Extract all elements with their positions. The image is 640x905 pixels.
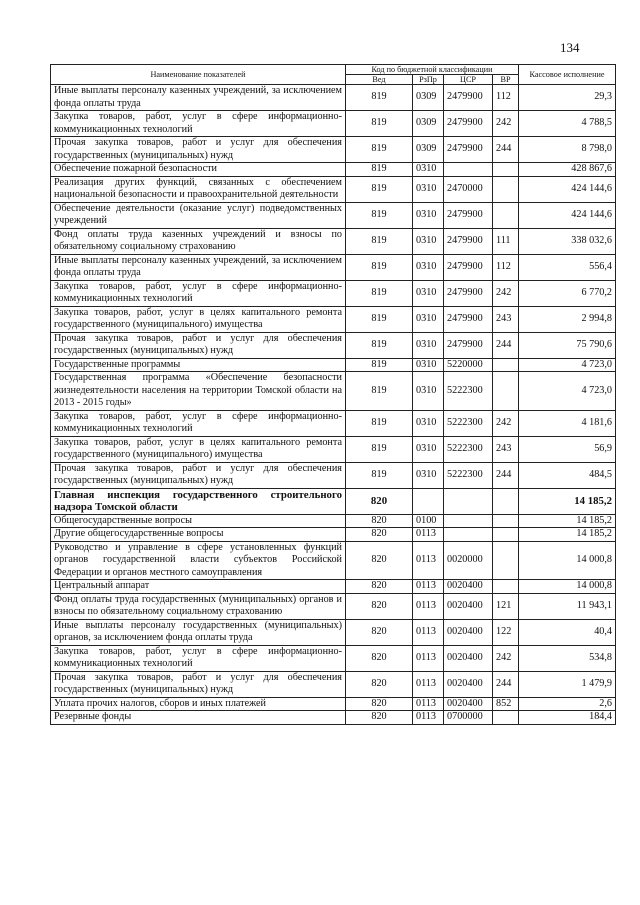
cell-rzpr: 0310 [413,228,444,254]
cell-sum: 428 867,6 [519,163,616,177]
cell-ved: 820 [346,580,413,594]
cell-csr: 2470000 [444,176,493,202]
cell-csr: 2479900 [444,202,493,228]
cell-ved: 819 [346,254,413,280]
table-row [51,163,616,177]
cell-rzpr: 0310 [413,358,444,372]
cell-rzpr: 0309 [413,111,444,137]
cell-ved: 820 [346,541,413,580]
cell-vr: 242 [493,280,519,306]
table-row [51,645,616,671]
table-row [51,541,616,580]
table-row [51,462,616,488]
table-row [51,306,616,332]
cell-csr: 2479900 [444,332,493,358]
table-row [51,358,616,372]
cell-sum: 11 943,1 [519,593,616,619]
cell-rzpr: 0113 [413,580,444,594]
cell-vr [493,372,519,411]
cell-name: Фонд оплаты труда казенных учреждений и взносы по обязательному социальному страхованию [51,228,346,254]
table-row [51,111,616,137]
cell-vr: 121 [493,593,519,619]
table-row [51,176,616,202]
cell-name: Резервные фонды [51,711,346,725]
cell-rzpr: 0310 [413,462,444,488]
table-row [51,488,616,514]
cell-vr: 242 [493,410,519,436]
cell-name: Центральный аппарат [51,580,346,594]
table-row [51,711,616,725]
cell-csr: 5222300 [444,462,493,488]
cell-csr: 2479900 [444,137,493,163]
cell-name: Прочая закупка товаров, работ и услуг для обеспечения государственных (муниципальных) нужд [51,462,346,488]
cell-csr: 0700000 [444,711,493,725]
cell-csr: 0020400 [444,580,493,594]
cell-vr: 244 [493,671,519,697]
table-row [51,619,616,645]
cell-ved: 820 [346,593,413,619]
cell-sum: 8 798,0 [519,137,616,163]
table-row [51,593,616,619]
cell-ved: 819 [346,176,413,202]
table-header [51,65,616,85]
cell-csr: 2479900 [444,111,493,137]
cell-ved: 819 [346,280,413,306]
cell-csr: 0020400 [444,593,493,619]
cell-csr [444,163,493,177]
cell-name: Государственная программа «Обеспечение безопасности жизнедеятельности населения на территории Томской области на 2013 - 2015 годы» [51,372,346,411]
cell-vr [493,528,519,542]
header-code-group: Код по бюджетной классификации [346,65,519,75]
page-number: 134 [560,40,580,55]
cell-vr: 244 [493,462,519,488]
cell-sum: 424 144,6 [519,176,616,202]
header-name: Наименование показателей [51,65,346,85]
cell-csr: 5222300 [444,372,493,411]
cell-csr: 2479900 [444,254,493,280]
table-row [51,85,616,111]
cell-name: Обеспечение деятельности (оказание услуг) подведомственных учреждений [51,202,346,228]
cell-sum: 2,6 [519,697,616,711]
cell-ved: 820 [346,528,413,542]
cell-ved: 820 [346,619,413,645]
cell-csr [444,514,493,528]
cell-sum: 4 723,0 [519,358,616,372]
cell-name: Прочая закупка товаров, работ и услуг для обеспечения государственных (муниципальных) нужд [51,137,346,163]
cell-rzpr: 0113 [413,711,444,725]
cell-vr: 244 [493,137,519,163]
cell-ved: 819 [346,358,413,372]
cell-ved: 819 [346,202,413,228]
cell-sum: 184,4 [519,711,616,725]
cell-ved: 819 [346,372,413,411]
cell-ved: 819 [346,85,413,111]
cell-rzpr: 0100 [413,514,444,528]
cell-vr: 242 [493,111,519,137]
cell-ved: 819 [346,111,413,137]
cell-rzpr [413,488,444,514]
cell-vr [493,358,519,372]
cell-csr: 5220000 [444,358,493,372]
cell-name: Прочая закупка товаров, работ и услуг для обеспечения государственных (муниципальных) нужд [51,332,346,358]
cell-sum: 56,9 [519,436,616,462]
cell-name: Иные выплаты персоналу казенных учреждений, за исключением фонда оплаты труда [51,85,346,111]
cell-rzpr: 0309 [413,137,444,163]
table-row [51,202,616,228]
cell-rzpr: 0113 [413,528,444,542]
cell-name: Иные выплаты персоналу государственных (муниципальных) органов, за исключением фонда оплаты труда [51,619,346,645]
cell-sum: 40,4 [519,619,616,645]
table-row [51,580,616,594]
cell-name: Закупка товаров, работ, услуг в целях капитального ремонта государственного (муниципального) имущества [51,436,346,462]
cell-rzpr: 0310 [413,332,444,358]
cell-rzpr: 0310 [413,176,444,202]
cell-name: Фонд оплаты труда государственных (муниципальных) органов и взносы по обязательному социальному страхованию [51,593,346,619]
cell-rzpr: 0310 [413,410,444,436]
budget-table [50,64,616,725]
cell-name: Государственные программы [51,358,346,372]
cell-rzpr: 0113 [413,541,444,580]
cell-vr: 244 [493,332,519,358]
cell-csr: 2479900 [444,280,493,306]
header-csr: ЦСР [444,75,493,85]
table-row [51,528,616,542]
cell-rzpr: 0310 [413,254,444,280]
table-row [51,436,616,462]
header-rzpr: РзПр [413,75,444,85]
table-row [51,671,616,697]
cell-vr [493,541,519,580]
cell-vr [493,488,519,514]
cell-sum: 14 185,2 [519,528,616,542]
cell-ved: 820 [346,671,413,697]
cell-csr: 2479900 [444,228,493,254]
cell-vr [493,580,519,594]
cell-csr [444,488,493,514]
cell-ved: 819 [346,306,413,332]
cell-csr: 0020400 [444,671,493,697]
cell-sum: 75 790,6 [519,332,616,358]
cell-ved: 820 [346,645,413,671]
table-row [51,254,616,280]
cell-ved: 820 [346,514,413,528]
cell-name: Закупка товаров, работ, услуг в сфере информационно-коммуникационных технологий [51,645,346,671]
table-row [51,410,616,436]
cell-csr: 5222300 [444,410,493,436]
cell-name: Закупка товаров, работ, услуг в сфере информационно-коммуникационных технологий [51,410,346,436]
header-sum: Кассовое исполнение [519,65,616,85]
cell-name: Иные выплаты персоналу казенных учреждений, за исключением фонда оплаты труда [51,254,346,280]
cell-csr: 2479900 [444,306,493,332]
cell-name: Реализация других функций, связанных с обеспечением национальной безопасности и правоохранительной деятельности [51,176,346,202]
table-row [51,372,616,411]
cell-sum: 29,3 [519,85,616,111]
cell-vr [493,176,519,202]
cell-rzpr: 0310 [413,306,444,332]
cell-sum: 14 000,8 [519,541,616,580]
cell-csr: 0020400 [444,619,493,645]
cell-rzpr: 0310 [413,436,444,462]
cell-ved: 820 [346,697,413,711]
cell-rzpr: 0310 [413,202,444,228]
cell-sum: 6 770,2 [519,280,616,306]
cell-name: Главная инспекция государственного строительного надзора Томской области [51,488,346,514]
cell-sum: 2 994,8 [519,306,616,332]
cell-name: Обеспечение пожарной безопасности [51,163,346,177]
cell-ved: 820 [346,711,413,725]
table-row [51,228,616,254]
table-row [51,137,616,163]
cell-sum: 14 185,2 [519,514,616,528]
cell-name: Прочая закупка товаров, работ и услуг для обеспечения государственных (муниципальных) нужд [51,671,346,697]
cell-sum: 556,4 [519,254,616,280]
cell-sum: 14 000,8 [519,580,616,594]
cell-rzpr: 0310 [413,372,444,411]
cell-rzpr: 0309 [413,85,444,111]
table-row [51,697,616,711]
cell-csr: 0020400 [444,697,493,711]
cell-rzpr: 0310 [413,280,444,306]
cell-name: Закупка товаров, работ, услуг в целях капитального ремонта государственного (муниципального) имущества [51,306,346,332]
cell-ved: 819 [346,332,413,358]
cell-ved: 819 [346,410,413,436]
cell-vr: 852 [493,697,519,711]
cell-rzpr: 0113 [413,671,444,697]
cell-csr: 2479900 [444,85,493,111]
cell-vr [493,202,519,228]
cell-ved: 819 [346,163,413,177]
cell-sum: 424 144,6 [519,202,616,228]
cell-name: Закупка товаров, работ, услуг в сфере информационно-коммуникационных технологий [51,111,346,137]
cell-vr [493,163,519,177]
cell-vr [493,711,519,725]
cell-csr [444,528,493,542]
cell-vr: 242 [493,645,519,671]
cell-name: Руководство и управление в сфере установленных функций органов государственной власти субъектов Российской Федерации и органов местного самоуправления [51,541,346,580]
cell-rzpr: 0113 [413,619,444,645]
cell-name: Общегосударственные вопросы [51,514,346,528]
cell-rzpr: 0113 [413,593,444,619]
cell-ved: 819 [346,462,413,488]
cell-sum: 1 479,9 [519,671,616,697]
header-vr: ВР [493,75,519,85]
cell-sum: 4 788,5 [519,111,616,137]
cell-sum: 4 181,6 [519,410,616,436]
cell-csr: 5222300 [444,436,493,462]
cell-rzpr: 0310 [413,163,444,177]
cell-csr: 0020400 [444,645,493,671]
cell-vr: 112 [493,254,519,280]
cell-name: Уплата прочих налогов, сборов и иных платежей [51,697,346,711]
cell-name: Другие общегосударственные вопросы [51,528,346,542]
cell-vr [493,514,519,528]
cell-vr: 111 [493,228,519,254]
cell-vr: 112 [493,85,519,111]
cell-sum: 484,5 [519,462,616,488]
table-row [51,332,616,358]
cell-ved: 819 [346,436,413,462]
cell-vr: 122 [493,619,519,645]
cell-rzpr: 0113 [413,645,444,671]
table-row [51,514,616,528]
cell-sum: 14 185,2 [519,488,616,514]
cell-ved: 819 [346,137,413,163]
cell-sum: 534,8 [519,645,616,671]
table-body [51,85,616,725]
cell-sum: 338 032,6 [519,228,616,254]
cell-name: Закупка товаров, работ, услуг в сфере информационно-коммуникационных технологий [51,280,346,306]
cell-csr: 0020000 [444,541,493,580]
cell-rzpr: 0113 [413,697,444,711]
cell-sum: 4 723,0 [519,372,616,411]
cell-vr: 243 [493,306,519,332]
table-row [51,280,616,306]
cell-ved: 820 [346,488,413,514]
cell-vr: 243 [493,436,519,462]
cell-ved: 819 [346,228,413,254]
header-ved: Вед [346,75,413,85]
